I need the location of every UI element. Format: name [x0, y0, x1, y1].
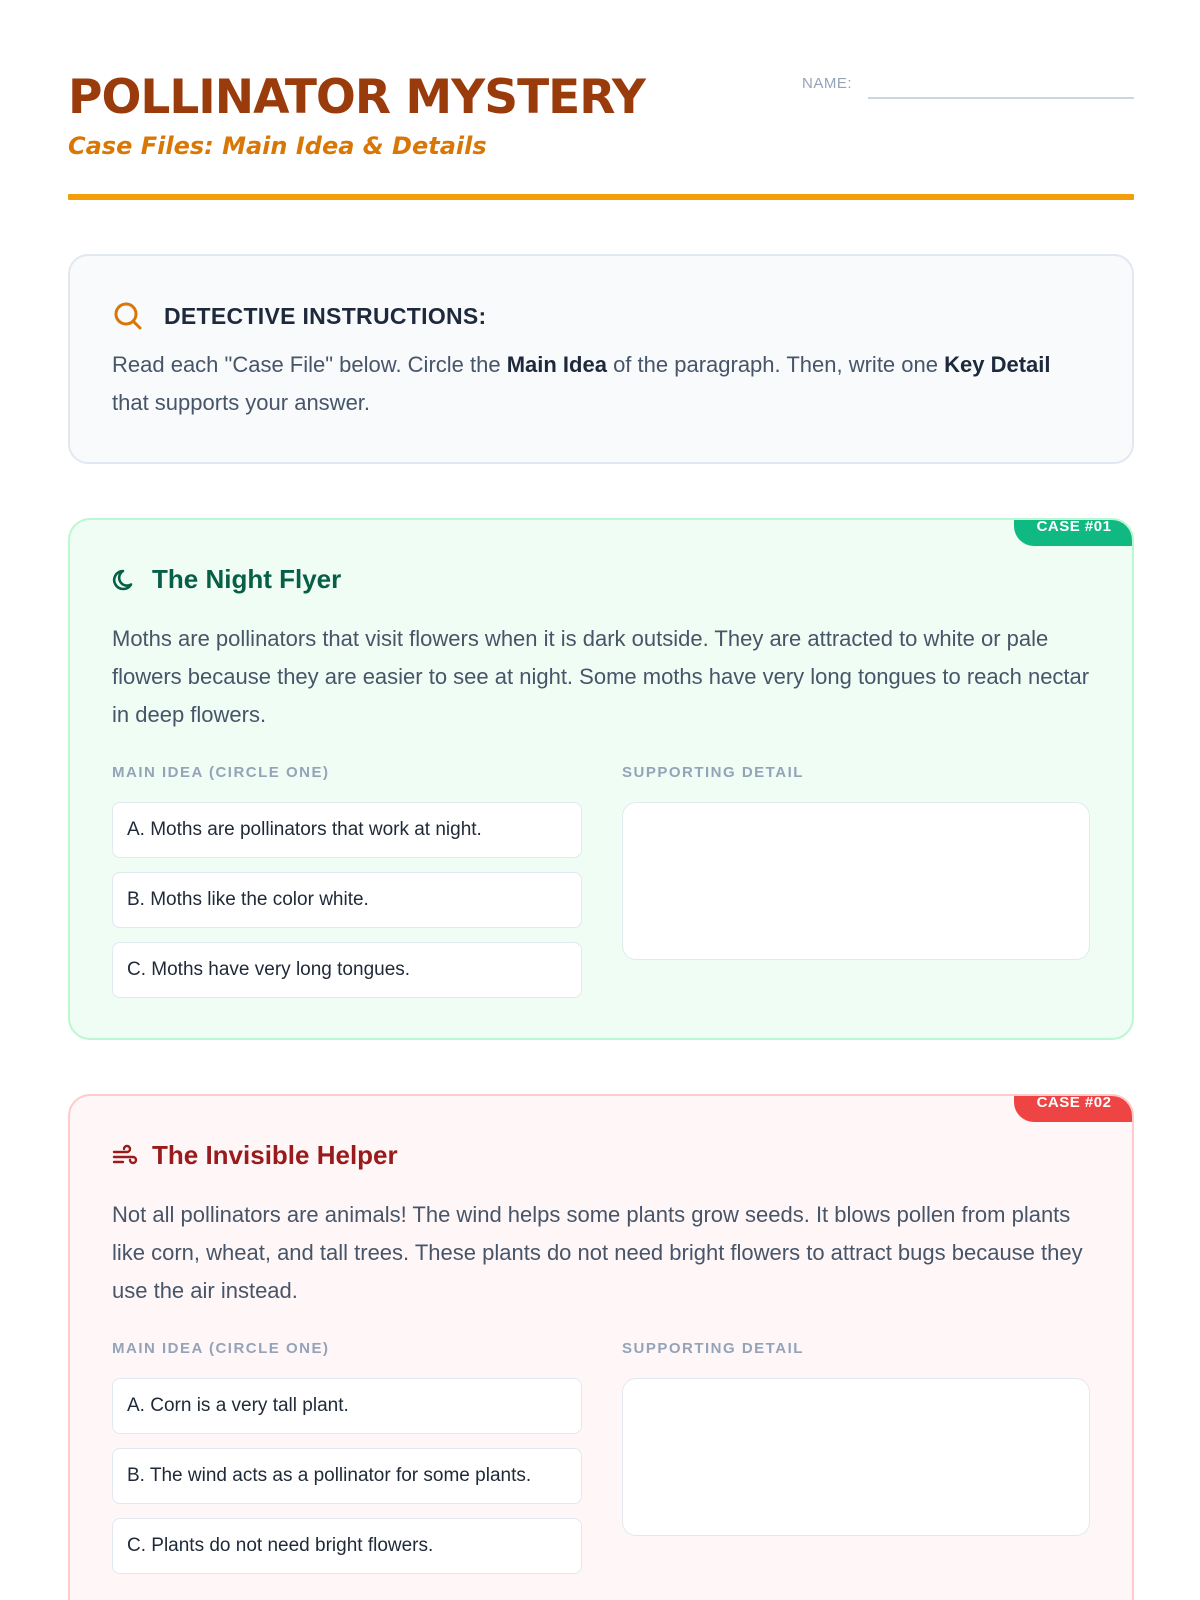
worksheet-header — [68, 62, 1134, 202]
main-idea-label: MAIN IDEA (CIRCLE ONE) — [112, 764, 330, 781]
instructions-panel — [68, 254, 1134, 464]
case-card-02 — [68, 1094, 1134, 1600]
main-idea-options — [112, 1378, 582, 1588]
supporting-detail-label: SUPPORTING DETAIL — [622, 764, 804, 781]
wind-icon — [112, 1143, 138, 1169]
option-c[interactable]: C. Moths have very long tongues. — [112, 942, 582, 998]
case-heading — [112, 564, 341, 595]
supporting-detail-label: SUPPORTING DETAIL — [622, 1340, 804, 1357]
instructions-title: DETECTIVE INSTRUCTIONS: — [164, 302, 487, 329]
case-heading — [112, 1140, 398, 1171]
option-b[interactable]: B. The wind acts as a pollinator for some plants. — [112, 1448, 582, 1504]
option-a[interactable]: A. Corn is a very tall plant. — [112, 1378, 582, 1434]
case-badge: CASE #02 — [1014, 1094, 1134, 1122]
instructions-text: Read each "Case File" below. Circle the Main Idea of the paragraph. Then, write one Key Detail that supports your answer. — [112, 352, 1051, 415]
main-idea-options — [112, 802, 582, 1012]
main-idea-label: MAIN IDEA (CIRCLE ONE) — [112, 1340, 330, 1357]
supporting-detail-input[interactable] — [622, 802, 1090, 960]
case-title: The Invisible Helper — [152, 1140, 398, 1170]
case-paragraph: Not all pollinators are animals! The wind helps some plants grow seeds. It blows pollen from plants like corn, wheat, and tall trees. These plants do not need bright flowers to attract bugs because they use the air instead. — [112, 1202, 1083, 1303]
name-field[interactable] — [868, 97, 1134, 99]
page-title: POLLINATOR MYSTERY — [68, 70, 645, 125]
name-label: NAME: — [802, 75, 853, 92]
case-paragraph: Moths are pollinators that visit flowers when it is dark outside. They are attracted to white or pale flowers because they are easier to see at night. Some moths have very long tongues to reach nectar in deep flowers. — [112, 626, 1090, 727]
instructions-heading — [112, 300, 487, 332]
case-title: The Night Flyer — [152, 564, 342, 594]
option-c[interactable]: C. Plants do not need bright flowers. — [112, 1518, 582, 1574]
search-icon — [112, 300, 144, 332]
page-subtitle: Case Files: Main Idea & Details — [68, 132, 487, 160]
case-card-01 — [68, 518, 1134, 1040]
moon-icon — [112, 567, 138, 593]
case-badge: CASE #01 — [1014, 518, 1134, 546]
header-divider — [68, 194, 1134, 200]
option-a[interactable]: A. Moths are pollinators that work at night. — [112, 802, 582, 858]
option-b[interactable]: B. Moths like the color white. — [112, 872, 582, 928]
supporting-detail-input[interactable] — [622, 1378, 1090, 1536]
